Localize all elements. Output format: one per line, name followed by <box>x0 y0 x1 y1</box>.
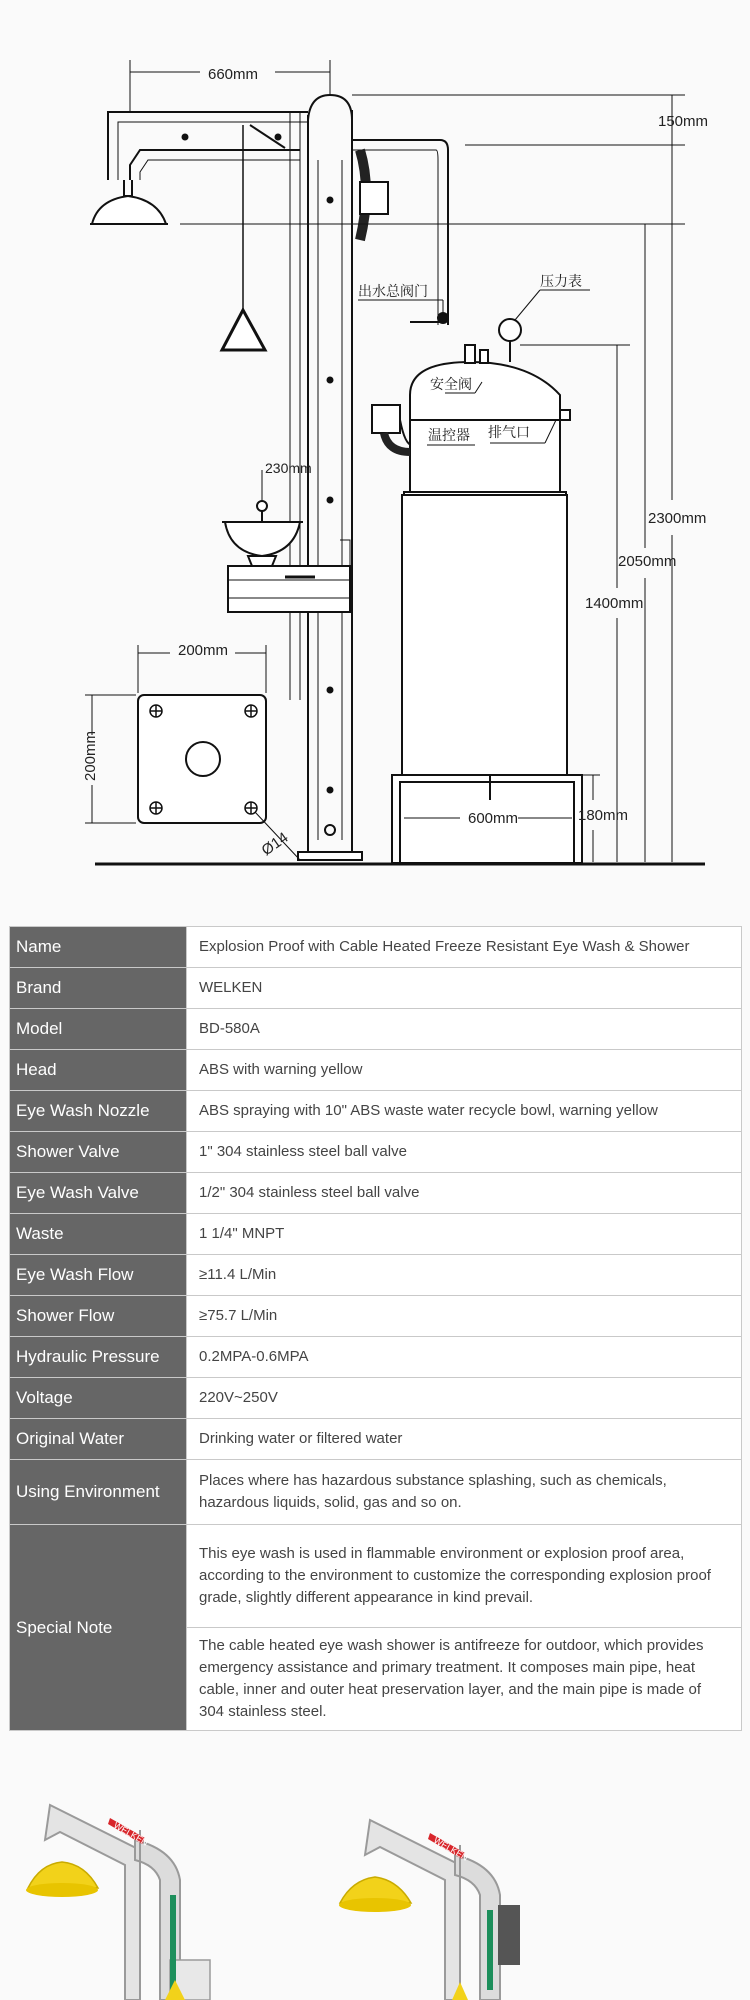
spec-label: Original Water <box>10 1419 187 1460</box>
brand-logo-2: WELKEN <box>432 1835 470 1863</box>
spec-row-name <box>10 927 742 968</box>
dim-plate-height: 200mm <box>82 730 99 781</box>
spec-value: Drinking water or filtered water <box>187 1419 742 1460</box>
dim-600: 600mm <box>468 810 519 827</box>
spec-label: Waste <box>10 1214 187 1255</box>
spec-value: 220V~250V <box>187 1378 742 1419</box>
spec-row-eye-wash-flow <box>10 1255 742 1296</box>
product-photo-2 <box>339 1820 520 2000</box>
spec-value: 1 1/4" MNPT <box>187 1214 742 1255</box>
dim-2300: 2300mm <box>648 510 707 527</box>
label-main-valve: 出水总阀门 <box>358 284 428 300</box>
spec-value: 0.2MPA-0.6MPA <box>187 1337 742 1378</box>
spec-row-model <box>10 1009 742 1050</box>
spec-row-voltage <box>10 1378 742 1419</box>
spec-value: ≥75.7 L/Min <box>187 1296 742 1337</box>
brand-logo-1: WELKEN <box>112 1820 150 1848</box>
spec-row-environment <box>10 1460 742 1525</box>
label-safety-valve: 安全阀 <box>430 377 472 393</box>
spec-value: ≥11.4 L/Min <box>187 1255 742 1296</box>
special-note-1: This eye wash is used in flammable environment or explosion proof area, according to the environment to customize the corresponding explosion proof grade, slightly different appearance in kind prevail. <box>187 1525 742 1628</box>
dim-180: 180mm <box>578 807 629 824</box>
dim-150: 150mm <box>658 113 709 130</box>
dim-bolt: Ø14 <box>258 829 292 860</box>
spec-value: Explosion Proof with Cable Heated Freeze Resistant Eye Wash & Shower <box>187 927 742 968</box>
spec-row-waste <box>10 1214 742 1255</box>
spec-label: Name <box>10 927 187 968</box>
dim-660: 660mm <box>208 66 259 83</box>
spec-value: ABS spraying with 10" ABS waste water recycle bowl, warning yellow <box>187 1091 742 1132</box>
spec-value: BD-580A <box>187 1009 742 1050</box>
spec-label: Eye Wash Valve <box>10 1173 187 1214</box>
dim-plate-width: 200mm <box>178 642 229 659</box>
spec-label: Eye Wash Flow <box>10 1255 187 1296</box>
spec-label: Shower Valve <box>10 1132 187 1173</box>
dim-2050: 2050mm <box>618 553 677 570</box>
spec-table <box>9 926 742 1731</box>
dim-230: 230mm <box>265 460 312 476</box>
spec-label: Brand <box>10 968 187 1009</box>
spec-value: Places where has hazardous substance splashing, such as chemicals, hazardous liquids, solid, gas and so on. <box>187 1460 742 1525</box>
spec-value: ABS with warning yellow <box>187 1050 742 1091</box>
spec-label: Eye Wash Nozzle <box>10 1091 187 1132</box>
product-photos <box>0 1770 750 2000</box>
spec-value: 1" 304 stainless steel ball valve <box>187 1132 742 1173</box>
spec-row-head <box>10 1050 742 1091</box>
spec-row-shower-flow <box>10 1296 742 1337</box>
spec-value: WELKEN <box>187 968 742 1009</box>
spec-label: Voltage <box>10 1378 187 1419</box>
spec-row-brand <box>10 968 742 1009</box>
spec-label: Head <box>10 1050 187 1091</box>
spec-label-special-note: Special Note <box>10 1525 187 1731</box>
spec-row-pressure <box>10 1337 742 1378</box>
spec-row-eye-wash-valve <box>10 1173 742 1214</box>
label-vent: 排气口 <box>488 425 530 441</box>
dim-1400: 1400mm <box>585 595 644 612</box>
spec-value: 1/2" 304 stainless steel ball valve <box>187 1173 742 1214</box>
spec-row-water <box>10 1419 742 1460</box>
spec-label: Hydraulic Pressure <box>10 1337 187 1378</box>
label-pressure-gauge: 压力表 <box>540 274 582 290</box>
special-note-2: The cable heated eye wash shower is antifreeze for outdoor, which provides emergency assistance and primary treatment. It composes main pipe, heat cable, inner and outer heat preservation layer, and the main pipe is made of 304 stainless steel. <box>187 1628 742 1731</box>
product-photo-1 <box>26 1805 210 2000</box>
spec-label: Model <box>10 1009 187 1050</box>
spec-row-shower-valve <box>10 1132 742 1173</box>
technical-drawing <box>0 0 750 900</box>
spec-row-special-note-1 <box>10 1525 742 1628</box>
spec-label: Using Environment <box>10 1460 187 1525</box>
label-thermostat: 温控器 <box>428 428 470 444</box>
spec-row-nozzle <box>10 1091 742 1132</box>
spec-label: Shower Flow <box>10 1296 187 1337</box>
